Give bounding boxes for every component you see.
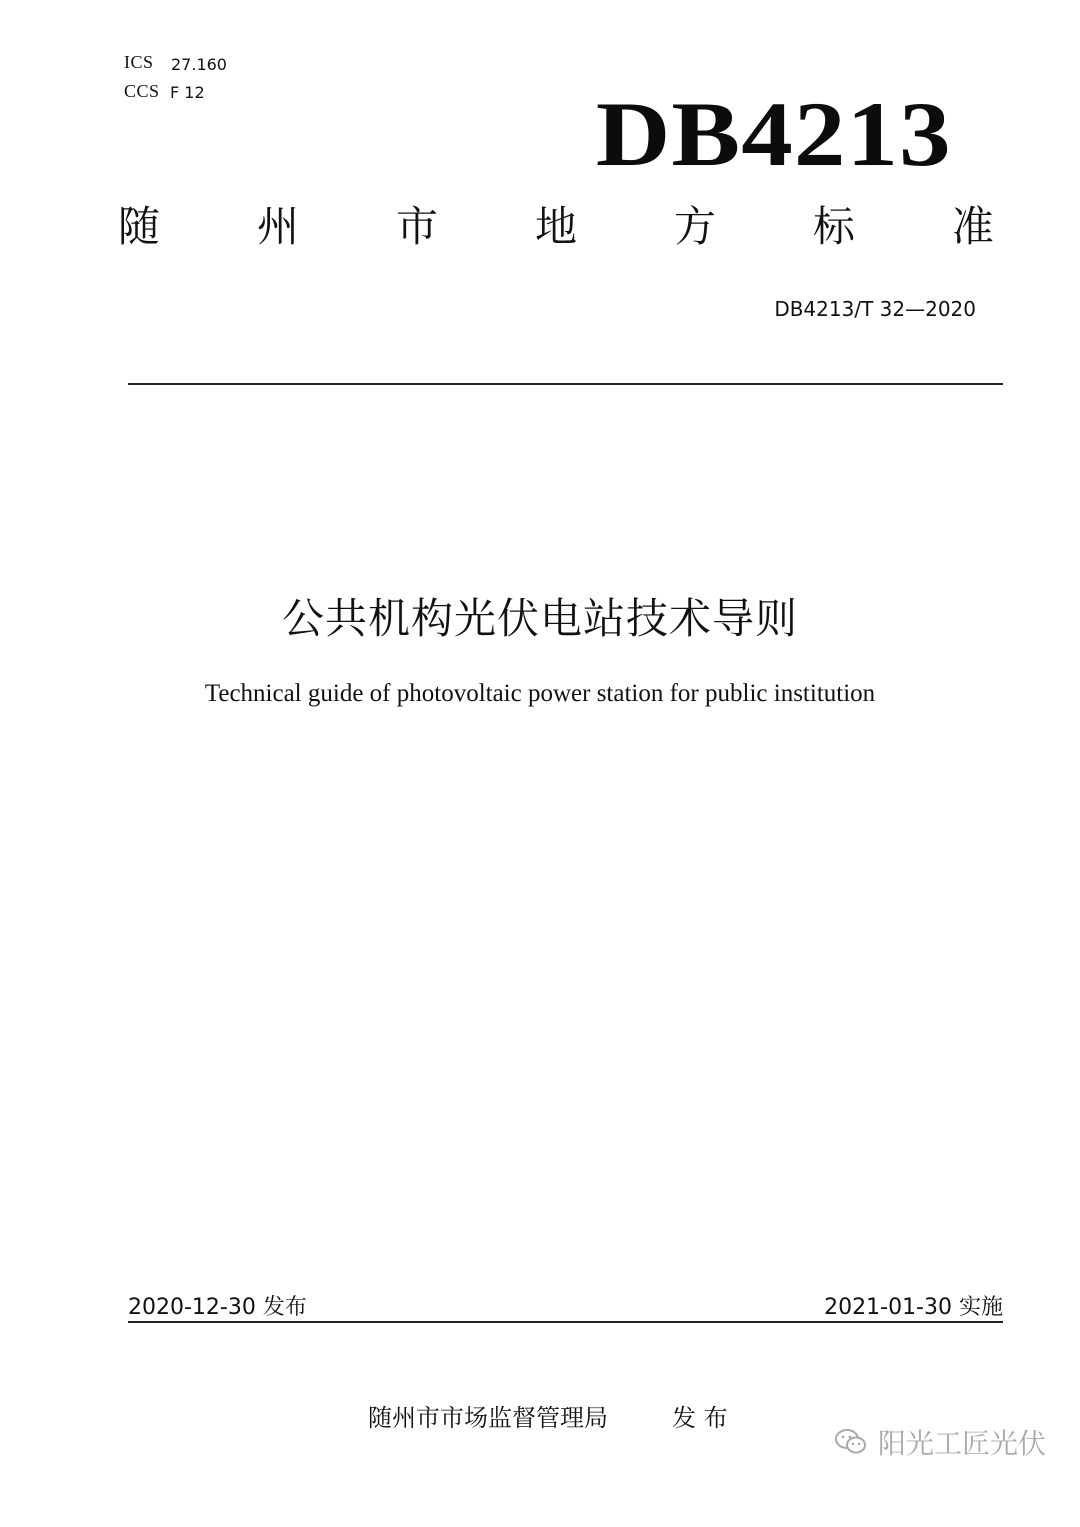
standard-name-char: 方 bbox=[673, 202, 716, 251]
footer-divider bbox=[128, 1321, 1003, 1323]
document-title-en: Technical guide of photovoltaic power station for public institution bbox=[204, 680, 876, 707]
standard-name bbox=[118, 202, 994, 251]
release-date: 2020-12-30 发布 bbox=[128, 1295, 307, 1320]
standard-name-char: 市 bbox=[395, 202, 438, 251]
standard-name-char: 随 bbox=[118, 202, 161, 251]
standard-name-char: 地 bbox=[534, 202, 577, 251]
standard-name-char: 准 bbox=[951, 202, 994, 251]
standard-name-char: 州 bbox=[256, 202, 299, 251]
ccs-label: CCS bbox=[124, 81, 160, 101]
issuer-action: 发 布 bbox=[672, 1404, 728, 1432]
ics-label: ICS bbox=[124, 52, 154, 72]
wechat-icon bbox=[834, 1427, 868, 1457]
document-title-cn: 公共机构光伏电站技术导则 bbox=[281, 594, 798, 643]
ics-value: 27.160 bbox=[171, 55, 227, 74]
watermark bbox=[834, 1422, 1046, 1462]
standard-mark: DB4213 bbox=[596, 83, 952, 185]
issuer-name: 随州市市场监督管理局 bbox=[368, 1404, 608, 1432]
implementation-date: 2021-01-30 实施 bbox=[824, 1295, 1003, 1320]
watermark-text: 阳光工匠光伏 bbox=[877, 1427, 1046, 1460]
header-divider bbox=[128, 383, 1003, 385]
standard-number: DB4213/T 32—2020 bbox=[774, 297, 976, 321]
ccs-value: F 12 bbox=[170, 83, 205, 102]
standard-name-char: 标 bbox=[812, 202, 855, 251]
